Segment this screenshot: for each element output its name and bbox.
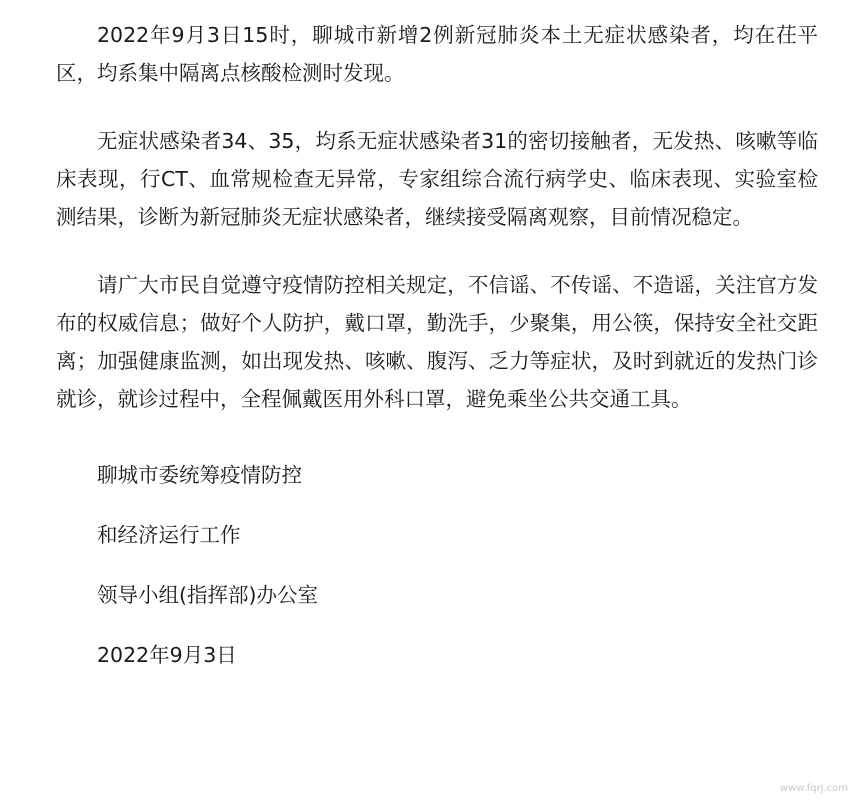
signature-date: 2022年9月3日	[97, 643, 237, 667]
signature-line-2: 和经济运行工作	[97, 523, 241, 547]
paragraph-case-details: 无症状感染者34、35，均系无症状感染者31的密切接触者，无发热、咳嗽等临床表现，行CT、血常规检查无异常，专家组综合流行病学史、临床表现、实验室检测结果，诊断为新冠肺炎无症状感染者，继续接受隔离观察，目前情况稳定。	[56, 129, 818, 229]
paragraph-case-report: 2022年9月3日15时，聊城市新增2例新冠肺炎本土无症状感染者，均在茌平区，均系集中隔离点核酸检测时发现。	[56, 23, 818, 85]
signature-line-3: 领导小组(指挥部)办公室	[97, 583, 318, 607]
paragraph-public-advice: 请广大市民自觉遵守疫情防控相关规定，不信谣、不传谣、不造谣，关注官方发布的权威信息；做好个人防护，戴口罩，勤洗手，少聚集，用公筷，保持安全社交距离；加强健康监测，如出现发热、咳嗽、腹泻、乏力等症状，及时到就近的发热门诊就诊，就诊过程中，全程佩戴医用外科口罩，避免乘坐公共交通工具。	[56, 273, 818, 411]
signature-line-1: 聊城市委统筹疫情防控	[97, 463, 302, 487]
watermark: www.fqrj.com	[779, 783, 848, 794]
